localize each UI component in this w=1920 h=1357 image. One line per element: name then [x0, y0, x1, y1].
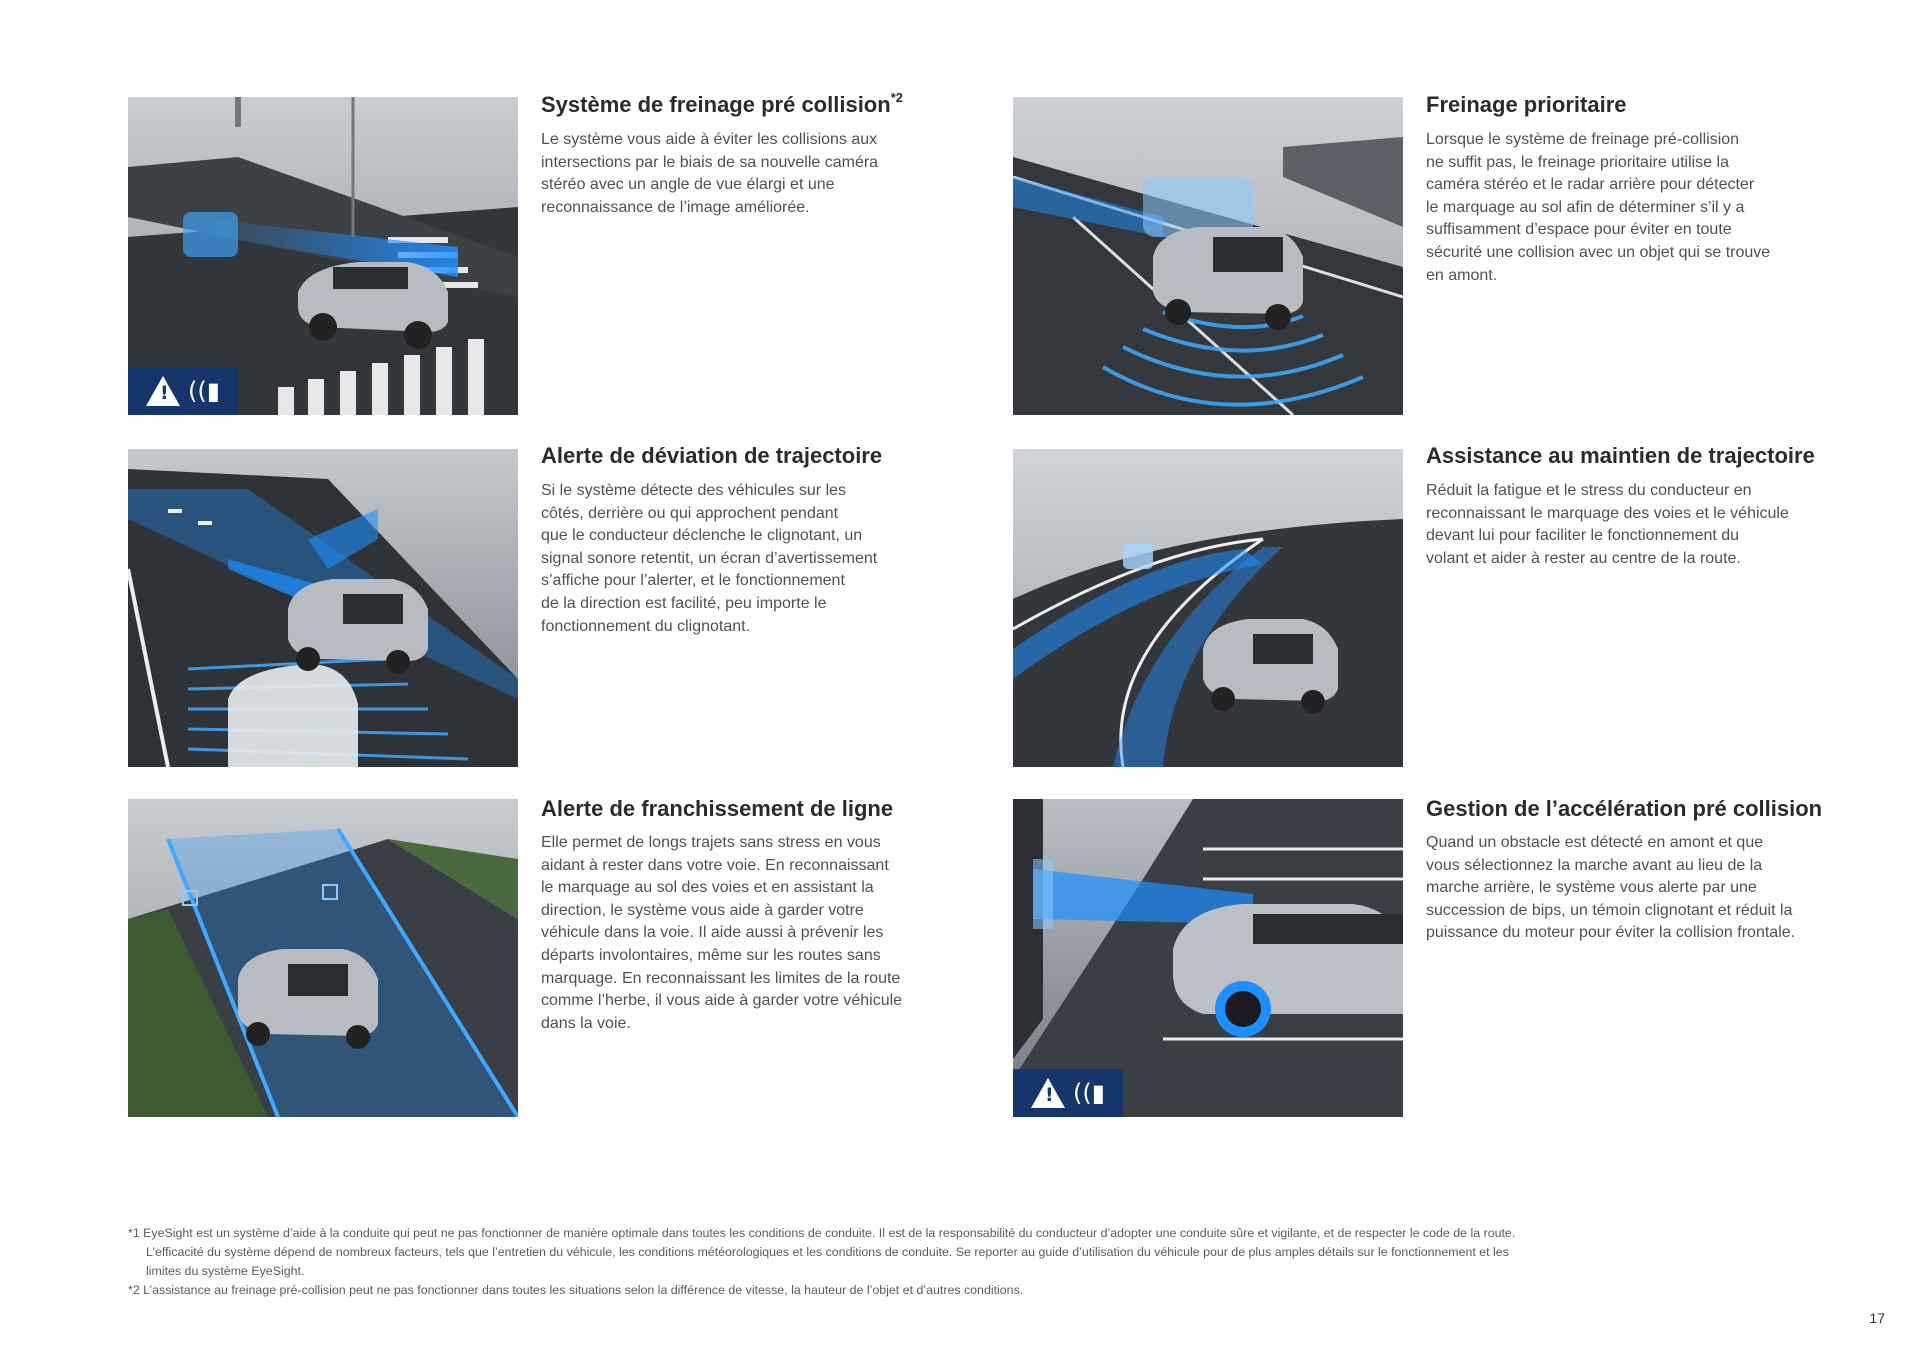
feature-desc-priority-braking: Lorsque le système de freinage pré-collision ne suffit pas, le freinage prioritaire utilise la caméra stéréo et le radar arrière pour détecter le marquage au sol afin de déterminer s’il y a suffisamment d’espace pour éviter en toute sécurité une collision avec un objet qui se trouve en amont. — [1426, 131, 1771, 284]
feature-desc-lane-keep-assist: Réduit la fatigue et le stress du conducteur en reconnaissant le marquage des voies et le véhicule devant lui pour faciliter le fonctionnement du volant et aider à rester au centre de la route. — [1426, 482, 1789, 567]
feature-title-line-crossing-alert: Alerte de franchissement de ligne — [541, 796, 894, 821]
feature-desc-pre-collision-braking: Le système vous aide à éviter les collisions aux intersections par le biais de sa nouvelle caméra stéréo avec un angle de vue élargi et une reconnaissance de l’image améliorée. — [541, 131, 879, 216]
sound-icon: ((▮ — [188, 377, 220, 405]
feature-desc-pre-collision-throttle: Quand un obstacle est détecté en amont et que vous sélectionnez la marche avant au lieu de la marche arrière, le système vous alerte par une succession de bips, un témoin clignotant et réduit la puissance du moteur pour éviter la collision frontale. — [1426, 834, 1796, 942]
footnote-1: *1 EyeSight est un système d’aide à la conduite qui peut ne pas fonctionner de manière optimale dans toutes les conditions de conduite. Il est de la responsabilité du conducteur d’adopter une conduite sûre et vigilante, et de respecter le code de la route. L’efficacité du système dépend de nombreux facteurs, tels que l’entretien du véhicule, les conditions météorologiques et les conditions de conduite. Se reporter au guide d’utilisation du véhicule pour de plus amples détails sur le fonctionnement et les limites du système EyeSight. — [128, 1226, 1516, 1278]
feature-desc-line-crossing-alert: Elle permet de longs trajets sans stress en vous aidant à rester dans votre voie. En reconnaissant le marquage au sol des voies et en assistant la direction, le système vous aide à garder votre véhicule dans la voie. Il aide aussi à prévenir les départs involontaires, même sur les routes sans marquage. En reconnaissant les limites de la route comme l’herbe, il vous aide à garder votre véhicule dans la voie. — [541, 834, 903, 1032]
alert-badge-throttle — [1013, 1069, 1123, 1117]
pre-collision-throttle-image — [1013, 799, 1403, 1117]
footnotes — [128, 1224, 1848, 1300]
footnote-2: *2 L’assistance au freinage pré-collision peut ne pas fonctionner dans toutes les situations selon la différence de vitesse, la hauteur de l’objet et d’autres conditions. — [128, 1283, 1024, 1297]
sound-icon: ((▮ — [1073, 1079, 1105, 1107]
lane-keep-assist-image — [1013, 449, 1403, 767]
pre-collision-braking-image — [128, 97, 518, 415]
warning-icon: ! — [1031, 1078, 1065, 1108]
page-number: 17 — [1869, 1310, 1885, 1326]
warning-icon: ! — [146, 376, 180, 406]
priority-braking-image — [1013, 97, 1403, 415]
alert-badge — [128, 367, 238, 415]
feature-title-lane-keep-assist: Assistance au maintien de trajectoire — [1426, 443, 1815, 468]
feature-desc-lane-departure-alert: Si le système détecte des véhicules sur les côtés, derrière ou qui approchent pendant que le conducteur déclenche le clignotant, un signal sonore retentit, un écran d’avertissement s’affiche pour l’alerter, et le fonctionnement de la direction est facilité, peu importe le fonctionnement du clignotant. — [541, 482, 878, 635]
feature-title-pre-collision-throttle: Gestion de l’accélération pré collision — [1426, 796, 1823, 821]
line-crossing-alert-image — [128, 799, 518, 1117]
feature-title-pre-collision-braking: Système de freinage pré collision$^{*2}$ — [541, 90, 903, 117]
feature-title-priority-braking: Freinage prioritaire — [1426, 92, 1627, 117]
feature-title-lane-departure-alert: Alerte de déviation de trajectoire — [541, 443, 883, 468]
lane-departure-alert-image — [128, 449, 518, 767]
